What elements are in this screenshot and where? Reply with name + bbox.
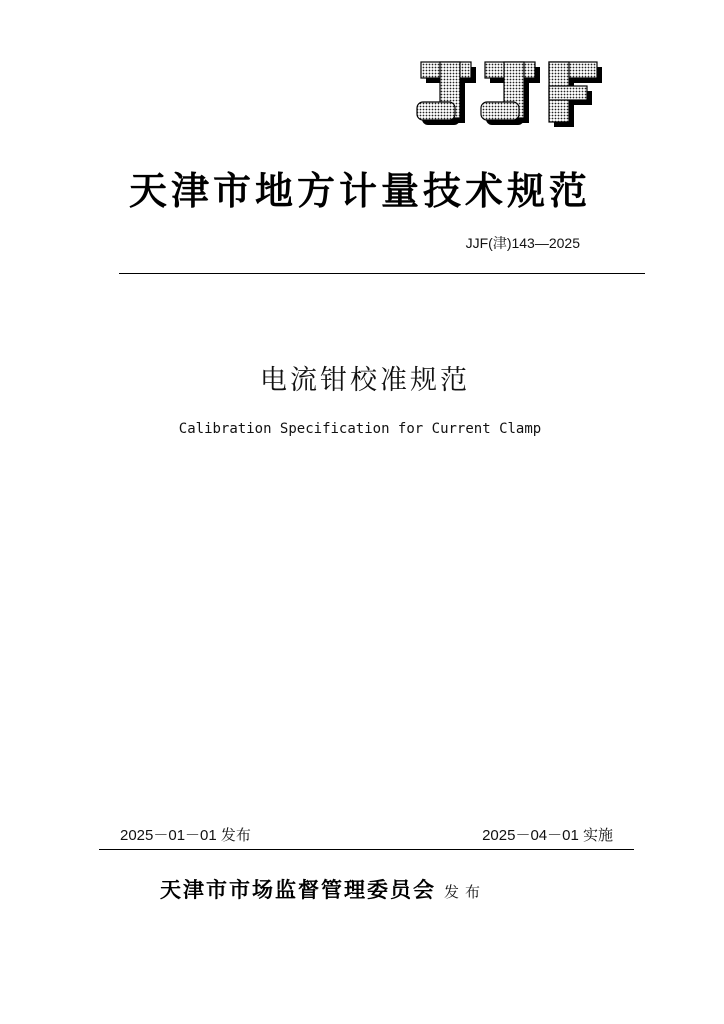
document-subtitle: Calibration Specification for Current Clamp bbox=[178, 421, 542, 437]
document-number: JJF(津)143—2025 bbox=[465, 235, 580, 251]
issuer-line bbox=[160, 874, 580, 904]
series-title: 天津市地方计量技术规范 bbox=[128, 168, 591, 213]
jjf-logo bbox=[413, 60, 605, 134]
issue-date: 2025－01－01 发布 bbox=[120, 827, 251, 844]
implementation-date: 2025－04－01 实施 bbox=[482, 827, 613, 844]
issuer-name: 天津市市场监督管理委员会 bbox=[160, 877, 436, 902]
footer-divider bbox=[99, 849, 634, 850]
issuer-suffix: 发布 bbox=[444, 883, 487, 901]
document-title: 电流钳校准规范 bbox=[260, 365, 470, 396]
header-divider bbox=[119, 273, 645, 274]
